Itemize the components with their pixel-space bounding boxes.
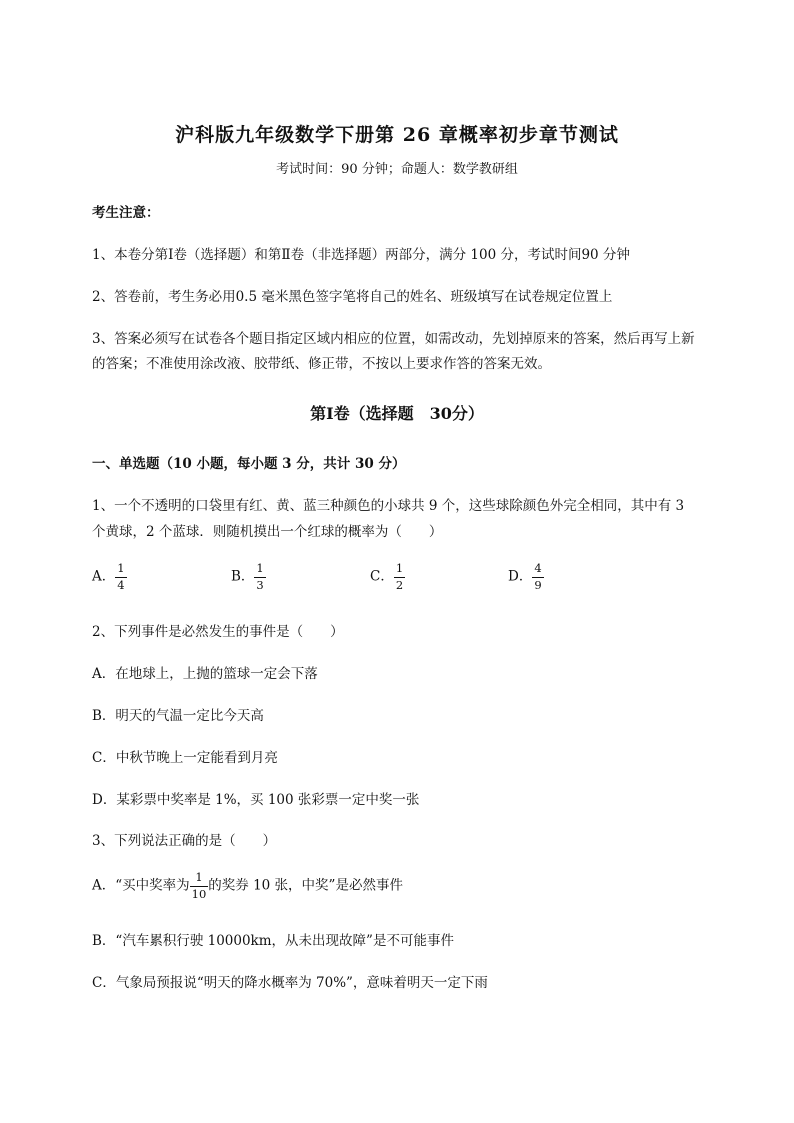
notice-item-1: 1、本卷分第Ⅰ卷（选择题）和第Ⅱ卷（非选择题）两部分，满分 100 分，考试时间90 分钟 bbox=[92, 247, 630, 263]
q1-option-a bbox=[92, 563, 127, 591]
question-1-line-1: 1、一个不透明的口袋里有红、黄、蓝三种颜色的小球共 9 个，这些球除颜色外完全相同，其中有 3 bbox=[92, 498, 685, 514]
q3-option-b: B．“汽车累积行驶 10000km，从未出现故障”是不可能事件 bbox=[92, 933, 454, 949]
q2-option-c: C．中秋节晚上一定能看到月亮 bbox=[92, 750, 278, 766]
q1-option-d-num: 4 bbox=[532, 563, 543, 578]
section-title: 第Ⅰ卷（选择题 30分） bbox=[310, 404, 484, 423]
q1-option-c-label: C． bbox=[370, 568, 394, 585]
notice-item-2: 2、答卷前，考生务必用0.5 毫米黑色签字笔将自己的姓名、班级填写在试卷规定位置上 bbox=[92, 289, 613, 305]
q1-option-b bbox=[231, 563, 266, 591]
notice-item-3-cont: 的答案；不准使用涂改液、胶带纸、修正带，不按以上要求作答的答案无效。 bbox=[92, 356, 551, 372]
exam-subtitle: 考试时间：90 分钟；命题人：数学教研组 bbox=[276, 162, 518, 177]
q1-option-b-den: 3 bbox=[256, 577, 264, 592]
q1-option-b-num: 1 bbox=[254, 563, 265, 578]
q3-option-a-fraction bbox=[190, 872, 209, 900]
notice-heading: 考生注意： bbox=[92, 205, 160, 221]
q1-option-d bbox=[508, 563, 544, 591]
q3-option-c: C．气象局预报说“明天的降水概率为 70%”，意味着明天一定下雨 bbox=[92, 975, 488, 991]
q3-option-a-num: 1 bbox=[190, 872, 209, 887]
q1-option-a-label: A． bbox=[92, 568, 116, 585]
q1-option-c-fraction bbox=[394, 563, 405, 591]
q1-option-c-num: 1 bbox=[394, 563, 405, 578]
q1-option-d-den: 9 bbox=[534, 577, 542, 592]
question-1-line-2: 个黄球，2 个蓝球．则随机摸出一个红球的概率为（ ） bbox=[92, 524, 443, 540]
question-2: 2、下列事件是必然发生的事件是（ ） bbox=[92, 624, 344, 640]
q1-option-d-label: D． bbox=[508, 568, 533, 585]
q1-option-b-fraction bbox=[254, 563, 265, 591]
q1-option-b-label: B． bbox=[231, 568, 255, 585]
q3-option-a-den: 10 bbox=[191, 886, 207, 901]
q1-option-a-den: 4 bbox=[117, 577, 125, 592]
notice-item-3: 3、答案必须写在试卷各个题目指定区域内相应的位置，如需改动，先划掉原来的答案，然后再写上新 bbox=[92, 331, 695, 347]
q1-option-c-den: 2 bbox=[395, 577, 404, 592]
q1-option-d-fraction bbox=[532, 563, 543, 591]
q1-option-a-fraction bbox=[115, 563, 126, 591]
q3-option-a bbox=[92, 872, 403, 900]
q3-option-a-suffix: 的奖券 10 张，中奖”是必然事件 bbox=[208, 877, 403, 894]
q3-option-a-prefix: A．“买中奖率为 bbox=[92, 877, 190, 894]
q2-option-a: A．在地球上，上抛的篮球一定会下落 bbox=[92, 666, 318, 682]
part-title: 一、单选题（10 小题，每小题 3 分，共计 30 分） bbox=[92, 456, 406, 472]
exam-title: 沪科版九年级数学下册第 26 章概率初步章节测试 bbox=[175, 124, 619, 146]
q1-option-a-num: 1 bbox=[115, 563, 126, 578]
q2-option-d: D．某彩票中奖率是 1%，买 100 张彩票一定中奖一张 bbox=[92, 792, 420, 808]
q1-option-c bbox=[370, 563, 405, 591]
question-3: 3、下列说法正确的是（ ） bbox=[92, 833, 277, 849]
q2-option-b: B．明天的气温一定比今天高 bbox=[92, 708, 264, 724]
